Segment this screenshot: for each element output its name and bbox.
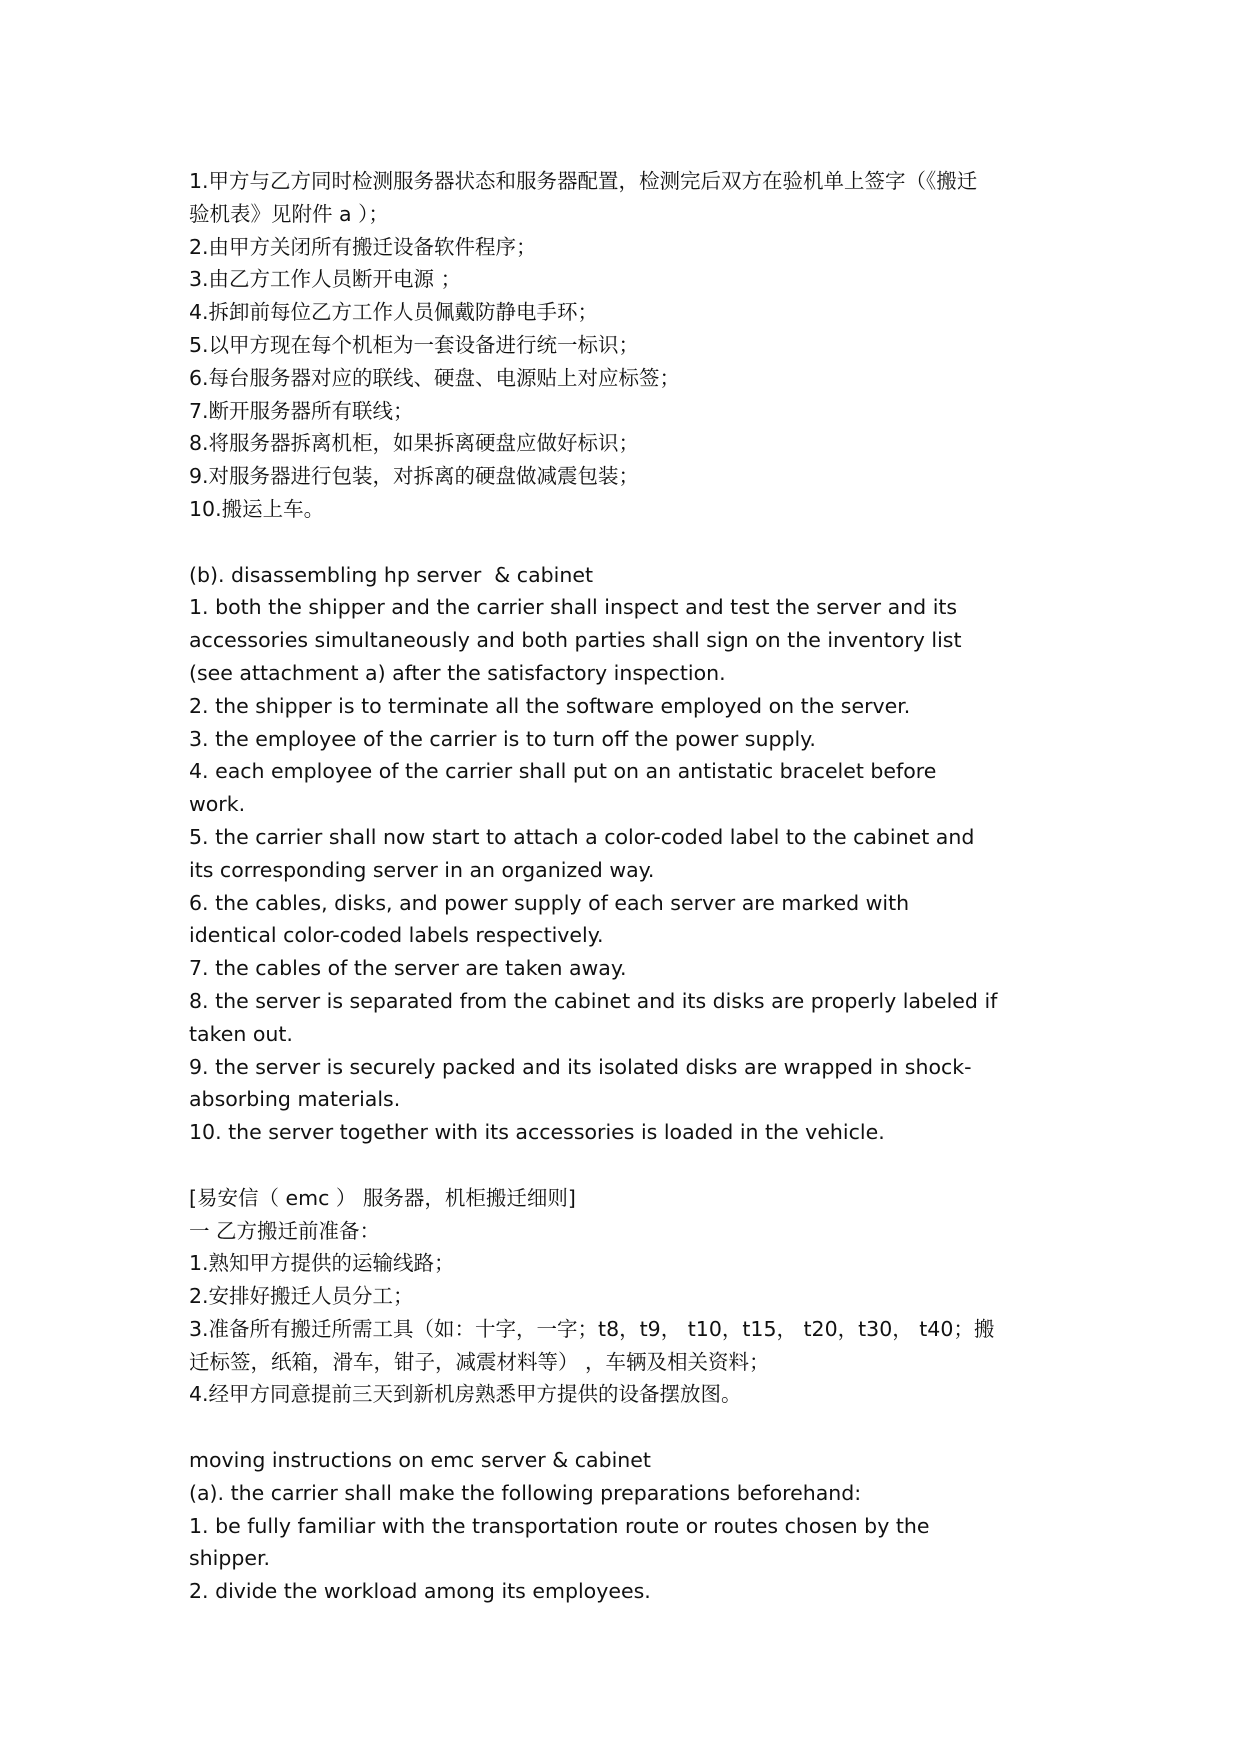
text-line: its corresponding server in an organized way. <box>189 857 655 882</box>
document-body <box>189 165 1069 1608</box>
text-line: 8.将服务器拆离机柜，如果拆离硬盘应做好标识； <box>189 431 640 456</box>
text-line: (see attachment a) after the satisfactory inspection. <box>189 660 726 685</box>
text-line: 2.由甲方关闭所有搬迁设备软件程序； <box>189 234 537 259</box>
text-line: 10. the server together with its accessories is loaded in the vehicle. <box>189 1120 885 1145</box>
text-line: 6. the cables, disks, and power supply of each server are marked with <box>189 890 910 915</box>
text-line: absorbing materials. <box>189 1087 401 1112</box>
text-line: 1.熟知甲方提供的运输线路； <box>189 1251 455 1276</box>
text-line: 2.安排好搬迁人员分工； <box>189 1284 414 1309</box>
text-line: 3.准备所有搬迁所需工具（如：十字，一字；t8，t9， t10，t15， t20，t30， t40；搬 <box>189 1316 995 1341</box>
paragraph-gap <box>189 1411 1069 1444</box>
text-line: 5.以甲方现在每个机柜为一套设备进行统一标识； <box>189 332 640 357</box>
text-line: 7.断开服务器所有联线； <box>189 398 414 423</box>
text-line: 8. the server is separated from the cabinet and its disks are properly labeled if <box>189 988 998 1013</box>
paragraph-gap <box>189 1149 1069 1182</box>
text-line: work. <box>189 792 246 817</box>
text-line: 3.由乙方工作人员断开电源 ； <box>189 267 462 292</box>
subsection-heading: (a). the carrier shall make the following preparations beforehand: <box>189 1480 862 1505</box>
text-line: 验机表》见附件 a ）； <box>189 201 389 226</box>
text-line: 1. be fully familiar with the transportation route or routes chosen by the <box>189 1513 930 1538</box>
text-line: 5. the carrier shall now start to attach a color-coded label to the cabinet and <box>189 824 975 849</box>
text-line: 1.甲方与乙方同时检测服务器状态和服务器配置，检测完后双方在验机单上签字（《搬迁 <box>189 169 978 193</box>
text-line: 2. the shipper is to terminate all the software employed on the server. <box>189 693 911 718</box>
text-line: 3. the employee of the carrier is to turn off the power supply. <box>189 726 816 751</box>
section-heading: moving instructions on emc server & cabinet <box>189 1448 651 1473</box>
section-hp-chinese <box>189 165 1069 526</box>
text-line: 10.搬运上车。 <box>189 496 325 521</box>
text-line: 7. the cables of the server are taken away. <box>189 956 627 981</box>
text-line: 4.经甲方同意提前三天到新机房熟悉甲方提供的设备摆放图。 <box>189 1382 742 1407</box>
section-heading: (b). disassembling hp server & cabinet <box>189 562 593 587</box>
text-line: 4.拆卸前每位乙方工作人员佩戴防静电手环； <box>189 300 599 325</box>
subsection-heading: 一 乙方搬迁前准备： <box>189 1218 381 1243</box>
section-hp-english <box>189 559 1069 1149</box>
text-line: 4. each employee of the carrier shall put on an antistatic bracelet before <box>189 759 937 784</box>
text-line: accessories simultaneously and both parties shall sign on the inventory list <box>189 628 962 653</box>
text-line: 9. the server is securely packed and its isolated disks are wrapped in shock- <box>189 1054 972 1079</box>
text-line: 6.每台服务器对应的联线、硬盘、电源贴上对应标签； <box>189 365 681 390</box>
section-emc-english <box>189 1444 1069 1608</box>
text-line: 9.对服务器进行包装，对拆离的硬盘做减震包装； <box>189 464 640 489</box>
text-line: taken out. <box>189 1021 293 1046</box>
section-heading: [易安信（ emc ） 服务器，机柜搬迁细则] <box>189 1185 576 1210</box>
text-line: shipper. <box>189 1546 271 1571</box>
text-line: 2. divide the workload among its employees. <box>189 1579 651 1604</box>
text-line: 1. both the shipper and the carrier shall inspect and test the server and its <box>189 595 958 620</box>
text-line: 迁标签，纸箱，滑车，钳子，减震材料等） ，车辆及相关资料； <box>189 1349 770 1374</box>
text-line: identical color-coded labels respectively. <box>189 923 604 948</box>
section-emc-chinese <box>189 1182 1069 1412</box>
paragraph-gap <box>189 526 1069 559</box>
